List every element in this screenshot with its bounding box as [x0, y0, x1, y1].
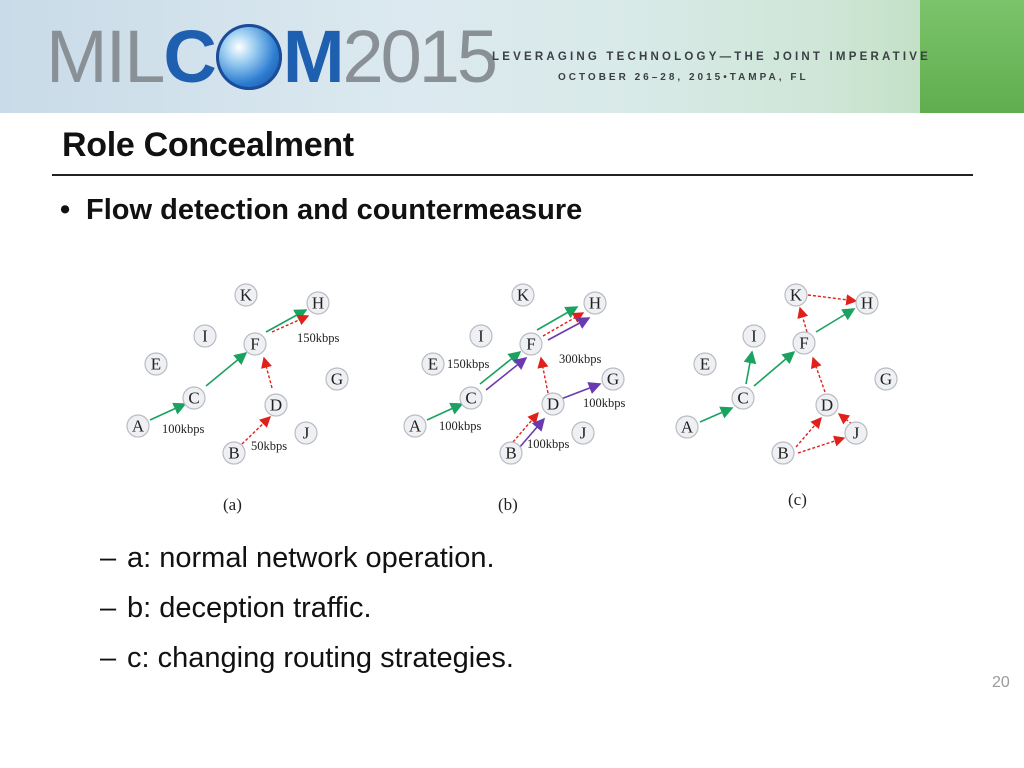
edge-k-h: [808, 295, 856, 301]
svg-text:D: D: [546, 394, 560, 414]
diagram-b: [404, 284, 626, 464]
svg-text:K: K: [239, 285, 253, 305]
edge-f-h-purple: [548, 318, 589, 340]
node-c: [732, 387, 754, 409]
sub-bullet-list: [100, 536, 514, 686]
svg-text:F: F: [799, 333, 809, 353]
node-j: [572, 422, 594, 444]
svg-text:F: F: [250, 334, 260, 354]
node-j: [845, 422, 867, 444]
node-i: [470, 325, 492, 347]
svg-text:E: E: [427, 354, 439, 374]
svg-text:B: B: [505, 443, 517, 463]
flow-diagrams: [110, 272, 910, 522]
node-b: [223, 442, 245, 464]
edge-c-f: [754, 352, 794, 386]
edge-d-f: [541, 358, 549, 398]
diagram-a-caption: (a): [223, 495, 242, 514]
logo-year: 2015: [342, 15, 496, 98]
svg-text:G: G: [879, 369, 893, 389]
node-h: [856, 292, 878, 314]
edge-j-d: [839, 414, 852, 424]
node-j: [295, 422, 317, 444]
edge-a-c: [427, 404, 462, 420]
edge-c-f: [206, 353, 246, 386]
node-c: [460, 387, 482, 409]
svg-text:K: K: [516, 285, 530, 305]
svg-text:G: G: [330, 369, 344, 389]
node-h: [584, 292, 606, 314]
edge-d-f: [813, 358, 825, 392]
rate-label: 100kbps: [527, 437, 570, 451]
svg-text:D: D: [820, 395, 834, 415]
svg-text:K: K: [789, 285, 803, 305]
rate-label: 50kbps: [251, 439, 288, 453]
svg-text:I: I: [478, 326, 484, 346]
node-b: [500, 442, 522, 464]
edge-d-f: [264, 358, 272, 388]
logo-text-mil: MIL: [46, 15, 164, 98]
milcom-logo: [46, 15, 496, 98]
svg-text:A: A: [680, 417, 694, 437]
svg-text:H: H: [311, 293, 325, 313]
svg-text:J: J: [852, 423, 860, 443]
node-f: [520, 333, 542, 355]
logo-text-m: M: [282, 15, 343, 98]
svg-text:I: I: [202, 326, 208, 346]
sub-bullet-text: b: deception traffic.: [127, 592, 372, 624]
svg-text:B: B: [228, 443, 240, 463]
title-divider: [52, 174, 973, 176]
edge-c-i: [746, 352, 752, 384]
edge-f-h: [816, 309, 854, 332]
sub-bullet-text: c: changing routing strategies.: [127, 642, 514, 674]
bullet-text: Flow detection and countermeasure: [86, 194, 583, 226]
rate-label: 100kbps: [583, 396, 626, 410]
node-e: [422, 353, 444, 375]
rate-label: 150kbps: [447, 357, 490, 371]
node-d: [265, 394, 287, 416]
svg-text:I: I: [751, 326, 757, 346]
banner-accent-block: [920, 0, 1024, 113]
node-e: [145, 353, 167, 375]
node-k: [785, 284, 807, 306]
node-d: [816, 394, 838, 416]
conference-banner: [0, 0, 1024, 113]
rate-label: 300kbps: [559, 352, 602, 366]
node-d: [542, 393, 564, 415]
node-a: [676, 416, 698, 438]
node-i: [743, 325, 765, 347]
dash-icon: –: [100, 542, 117, 574]
node-c: [183, 387, 205, 409]
node-g: [602, 368, 624, 390]
svg-text:C: C: [737, 388, 749, 408]
sub-bullet-item: [100, 636, 514, 686]
svg-text:J: J: [579, 423, 587, 443]
node-g: [875, 368, 897, 390]
bullet-item: [60, 194, 582, 227]
rate-label: 100kbps: [439, 419, 482, 433]
node-g: [326, 368, 348, 390]
globe-icon: [216, 24, 282, 90]
node-f: [244, 333, 266, 355]
diagram-b-caption: (b): [498, 495, 518, 514]
diagram-a: [127, 284, 348, 464]
node-f: [793, 332, 815, 354]
logo-text-c: C: [163, 15, 215, 98]
rate-label: 150kbps: [297, 331, 340, 345]
edge-f-h: [537, 307, 577, 330]
slide-number: 20: [992, 674, 1010, 691]
diagram-c-caption: (c): [788, 490, 807, 509]
svg-text:C: C: [188, 388, 200, 408]
rate-label: 100kbps: [162, 422, 205, 436]
svg-text:J: J: [302, 423, 310, 443]
node-a: [127, 415, 149, 437]
banner-dateline: OCTOBER 26–28, 2015•TAMPA, FL: [558, 72, 809, 83]
edge-b-d: [796, 418, 821, 447]
node-h: [307, 292, 329, 314]
svg-text:E: E: [150, 354, 162, 374]
svg-text:A: A: [408, 416, 422, 436]
node-i: [194, 325, 216, 347]
sub-bullet-item: [100, 536, 514, 586]
node-k: [235, 284, 257, 306]
sub-bullet-item: [100, 586, 514, 636]
bullet-dot-icon: •: [60, 194, 71, 226]
dash-icon: –: [100, 642, 117, 674]
edge-f-k: [800, 308, 807, 332]
svg-text:B: B: [777, 443, 789, 463]
svg-text:H: H: [860, 293, 874, 313]
node-a: [404, 415, 426, 437]
banner-tagline: LEVERAGING TECHNOLOGY—THE JOINT IMPERATIVE: [492, 51, 931, 63]
svg-text:G: G: [606, 369, 620, 389]
svg-text:A: A: [131, 416, 145, 436]
sub-bullet-text: a: normal network operation.: [127, 542, 495, 574]
dash-icon: –: [100, 592, 117, 624]
edge-f-h: [266, 310, 306, 332]
svg-text:C: C: [465, 388, 477, 408]
svg-text:F: F: [526, 334, 536, 354]
node-e: [694, 353, 716, 375]
node-b: [772, 442, 794, 464]
edge-a-c: [700, 408, 732, 422]
node-k: [512, 284, 534, 306]
svg-text:D: D: [269, 395, 283, 415]
slide-title: Role Concealment: [62, 126, 354, 164]
edge-a-c: [150, 404, 185, 420]
svg-text:E: E: [699, 354, 711, 374]
edge-b-j: [798, 438, 844, 453]
diagram-c: [676, 284, 897, 464]
svg-text:H: H: [588, 293, 602, 313]
